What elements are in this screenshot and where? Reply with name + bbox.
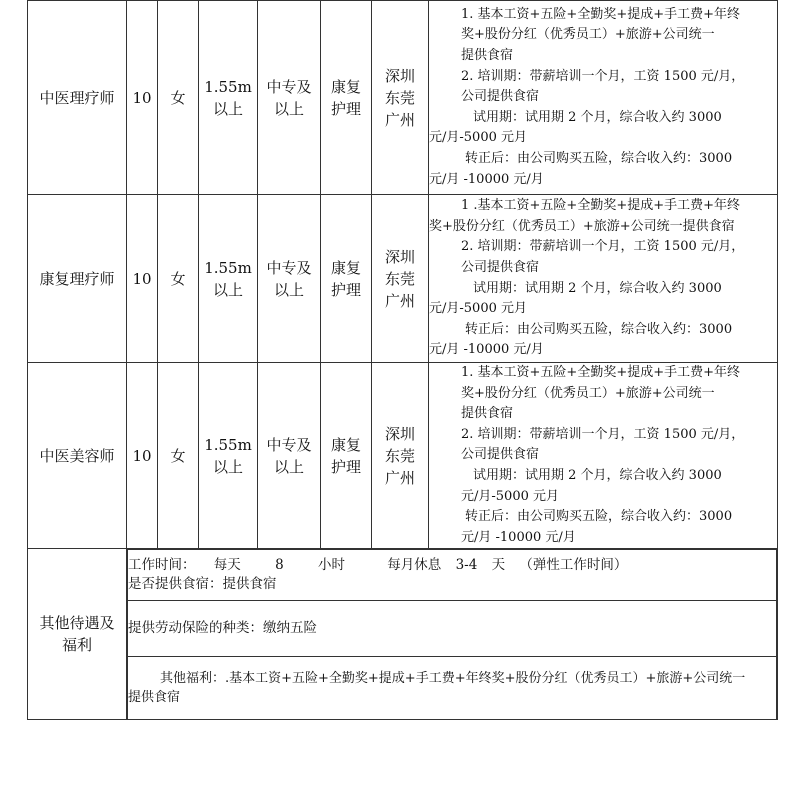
job-location bbox=[372, 1, 429, 195]
education-line: 中专及 bbox=[266, 258, 312, 277]
benefit-line: 元/月 -10000 元/月 bbox=[429, 171, 544, 187]
job-sex: 女 bbox=[158, 1, 199, 195]
benefit-line: 元/月-5000 元月 bbox=[429, 301, 527, 317]
job-height bbox=[199, 1, 258, 195]
other-benefits-content bbox=[127, 549, 778, 720]
insurance-line: 提供劳动保险的种类：缴纳五险 bbox=[128, 601, 777, 657]
benefit-line: 公司提供食宿 bbox=[461, 259, 540, 275]
rest-days: 3-4 bbox=[455, 557, 478, 574]
major-line: 康复 bbox=[330, 435, 361, 454]
benefit-line: 1. 基本工资+五险+全勤奖+提成+手工费+年终 bbox=[461, 365, 740, 380]
benefit-line: 公司提供食宿 bbox=[461, 89, 540, 105]
job-row bbox=[28, 195, 778, 363]
job-major bbox=[321, 195, 372, 363]
height-value: 1.55m bbox=[204, 77, 252, 96]
benefit-line: 试用期：试用期 2 个月，综合收入约 3000 bbox=[473, 467, 722, 483]
other-label-line: 其他待遇及 bbox=[39, 614, 115, 633]
benefit-line: 元/月 -10000 元/月 bbox=[461, 529, 576, 545]
job-education bbox=[258, 363, 321, 549]
location-city: 东莞 bbox=[384, 269, 415, 288]
job-sex: 女 bbox=[158, 363, 199, 549]
job-benefits bbox=[429, 363, 778, 549]
benefit-line: 奖+股份分红（优秀员工）+旅游+公司统一提供食宿 bbox=[429, 218, 735, 234]
education-line: 以上 bbox=[273, 99, 304, 118]
job-location bbox=[372, 195, 429, 363]
education-line: 中专及 bbox=[266, 77, 312, 96]
other-welfare-line: 提供食宿 bbox=[128, 690, 181, 706]
job-title: 康复理疗师 bbox=[28, 195, 127, 363]
location-city: 东莞 bbox=[384, 88, 415, 107]
benefit-line: 2. 培训期：带薪培训一个月，工资 1500 元/月， bbox=[461, 239, 745, 255]
education-line: 以上 bbox=[273, 457, 304, 476]
major-line: 护理 bbox=[330, 280, 361, 299]
job-education bbox=[258, 195, 321, 363]
job-benefits bbox=[429, 1, 778, 195]
height-value: 1.55m bbox=[204, 435, 252, 454]
benefit-line: 1. 基本工资+五险+全勤奖+提成+手工费+年终 bbox=[461, 6, 740, 22]
education-line: 以上 bbox=[273, 280, 304, 299]
benefit-line: 试用期：试用期 2 个月，综合收入约 3000 bbox=[473, 109, 722, 125]
job-major bbox=[321, 1, 372, 195]
work-time-label: 工作时间： bbox=[128, 557, 196, 574]
job-height bbox=[199, 195, 258, 363]
work-hours: 8 bbox=[275, 557, 284, 574]
major-line: 护理 bbox=[330, 99, 361, 118]
other-welfare-cell bbox=[128, 657, 777, 719]
meals-line: 是否提供食宿：提供食宿 bbox=[128, 576, 277, 593]
work-time-line bbox=[128, 556, 776, 575]
other-benefits-row bbox=[28, 549, 778, 720]
location-city: 广州 bbox=[384, 110, 415, 129]
work-time-cell bbox=[128, 550, 777, 601]
education-line: 中专及 bbox=[266, 435, 312, 454]
benefit-line: 转正后：由公司购买五险，综合收入约：3000 bbox=[465, 321, 733, 337]
rest-label: 每月休息 bbox=[387, 557, 442, 574]
other-benefits-subtable bbox=[127, 549, 777, 719]
other-welfare-line: 其他福利：.基本工资+五险+全勤奖+提成+手工费+年终奖+股份分红（优秀员工）+旅游+公司统一 bbox=[160, 671, 746, 687]
location-city: 东莞 bbox=[384, 446, 415, 465]
job-count: 10 bbox=[127, 195, 158, 363]
height-suffix: 以上 bbox=[212, 457, 243, 476]
major-line: 护理 bbox=[330, 457, 361, 476]
benefit-line: 提供食宿 bbox=[461, 48, 514, 64]
job-row bbox=[28, 1, 778, 195]
other-label-line: 福利 bbox=[61, 636, 92, 655]
job-height bbox=[199, 363, 258, 549]
location-city: 深圳 bbox=[384, 66, 415, 85]
job-education bbox=[258, 1, 321, 195]
location-city: 深圳 bbox=[384, 424, 415, 443]
benefit-line: 奖+股份分红（优秀员工）+旅游+公司统一 bbox=[461, 385, 715, 401]
height-suffix: 以上 bbox=[212, 280, 243, 299]
benefit-line: 试用期：试用期 2 个月，综合收入约 3000 bbox=[473, 280, 722, 296]
height-value: 1.55m bbox=[204, 258, 252, 277]
major-line: 康复 bbox=[330, 258, 361, 277]
location-city: 广州 bbox=[384, 468, 415, 487]
benefit-line: 元/月 -10000 元/月 bbox=[429, 342, 544, 358]
job-row bbox=[28, 363, 778, 549]
other-benefits-label bbox=[28, 549, 127, 720]
location-city: 深圳 bbox=[384, 247, 415, 266]
recruitment-table bbox=[27, 0, 778, 720]
work-hours-unit: 小时 bbox=[317, 557, 345, 574]
benefit-line: 1 .基本工资+五险+全勤奖+提成+手工费+年终 bbox=[461, 198, 740, 214]
rest-note: （弹性工作时间） bbox=[519, 557, 628, 574]
rest-unit: 天 bbox=[491, 557, 506, 574]
job-title: 中医美容师 bbox=[28, 363, 127, 549]
job-major bbox=[321, 363, 372, 549]
job-title: 中医理疗师 bbox=[28, 1, 127, 195]
benefit-line: 元/月-5000 元月 bbox=[429, 130, 527, 146]
height-suffix: 以上 bbox=[212, 99, 243, 118]
job-count: 10 bbox=[127, 363, 158, 549]
benefit-line: 2. 培训期：带薪培训一个月，工资 1500 元/月， bbox=[461, 426, 745, 442]
benefit-line: 公司提供食宿 bbox=[461, 447, 540, 463]
benefit-line: 转正后：由公司购买五险，综合收入约：3000 bbox=[465, 150, 733, 166]
benefit-line: 2. 培训期：带薪培训一个月，工资 1500 元/月， bbox=[461, 68, 745, 84]
job-location bbox=[372, 363, 429, 549]
benefit-line: 奖+股份分红（优秀员工）+旅游+公司统一 bbox=[461, 27, 715, 43]
location-city: 广州 bbox=[384, 291, 415, 310]
benefit-line: 元/月-5000 元月 bbox=[461, 488, 559, 504]
benefit-line: 转正后：由公司购买五险，综合收入约：3000 bbox=[465, 509, 733, 525]
job-count: 10 bbox=[127, 1, 158, 195]
job-sex: 女 bbox=[158, 195, 199, 363]
major-line: 康复 bbox=[330, 77, 361, 96]
work-daily: 每天 bbox=[213, 557, 241, 574]
benefit-line: 提供食宿 bbox=[461, 406, 514, 422]
job-benefits bbox=[429, 195, 778, 363]
